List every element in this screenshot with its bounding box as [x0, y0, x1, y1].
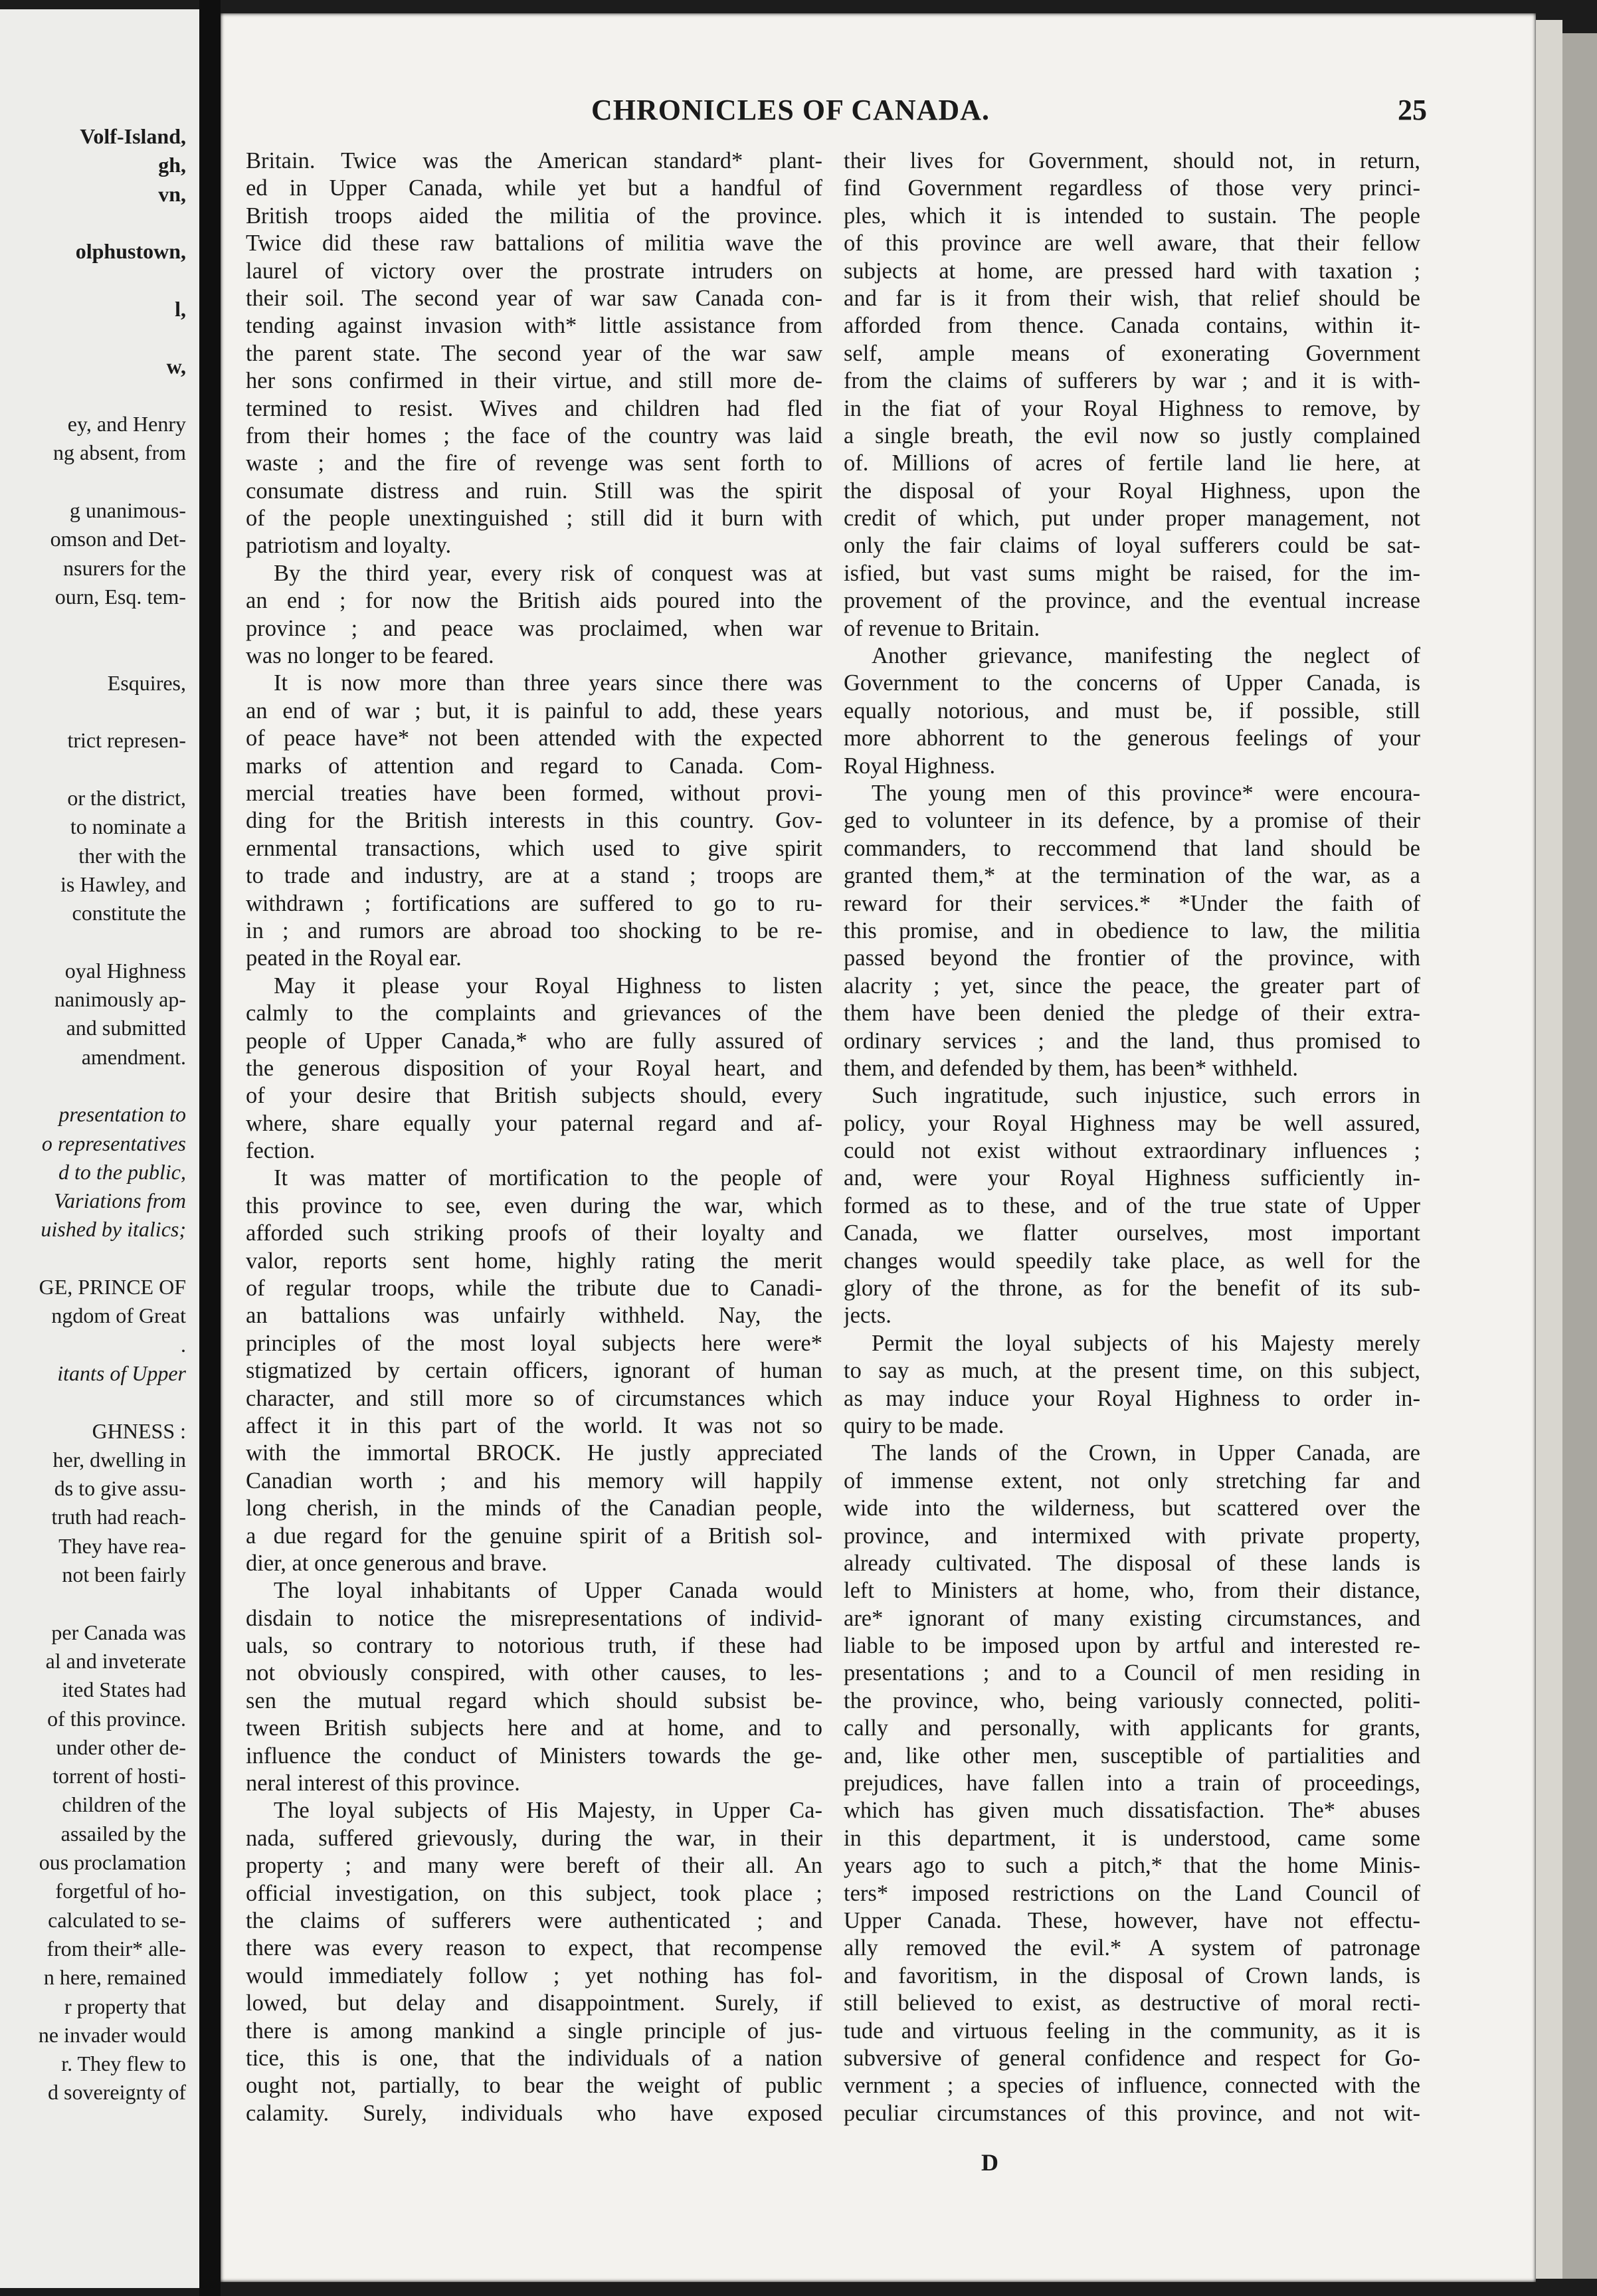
text-line: reward for their services.* *Under the faith of [844, 890, 1420, 916]
text-line: of regular troops, while the tribute due to Canadi- [246, 1276, 822, 1301]
text-line: already cultivated. The disposal of these lands is [844, 1550, 1420, 1576]
text-line: ordinary services ; and the land, thus promised to [844, 1028, 1420, 1054]
text-line: credit of which, put under proper management, not [844, 506, 1420, 531]
text-line: passed beyond the frontier of the province, with [844, 945, 1420, 971]
text-line: afforded such striking proofs of their loyalty and [246, 1220, 822, 1246]
previous-page-line: torrent of hosti- [52, 1764, 186, 1788]
text-line: British troops aided the militia of the province. [246, 203, 822, 229]
text-line: province ; and peace was proclaimed, when war [246, 615, 822, 641]
previous-page-line: g unanimous- [69, 498, 186, 522]
text-line: would immediately follow ; yet nothing has fol- [246, 1962, 822, 1988]
text-line: the parent state. The second year of the war saw [246, 340, 822, 366]
text-line: ally removed the evil.* A system of patronage [844, 1935, 1420, 1961]
text-line: stigmatized by certain officers, ignorant of human [246, 1358, 822, 1384]
text-line: It is now more than three years since there was [274, 670, 822, 696]
text-line: which has given much dissatisfaction. The* abuses [844, 1798, 1420, 1824]
previous-page-line: GE, PRINCE OF [39, 1275, 186, 1299]
previous-page-line: w, [166, 354, 186, 379]
text-line: could not exist without extraordinary influences ; [844, 1138, 1420, 1164]
text-line: calmly to the complaints and grievances of the [246, 1001, 822, 1026]
text-line: quiry to be made. [844, 1412, 1004, 1438]
text-line: their soil. The second year of war saw Canada con- [246, 285, 822, 311]
text-line: dier, at once generous and brave. [246, 1550, 547, 1576]
previous-page-line: children of the [62, 1792, 186, 1817]
text-line: Canada, we flatter ourselves, most important [844, 1220, 1420, 1246]
previous-page-line: constitute the [72, 901, 186, 925]
text-line: influence the conduct of Ministers towards the ge- [246, 1743, 822, 1769]
text-line: in the fiat of your Royal Highness to remove, by [844, 395, 1420, 421]
previous-page-line: uished by italics; [41, 1217, 186, 1242]
previous-page-line: is Hawley, and [60, 872, 186, 896]
text-line: peated in the Royal ear. [246, 945, 462, 971]
previous-page-line: al and inveterate [45, 1648, 186, 1673]
text-line: calamity. Surely, individuals who have exposed [246, 2100, 822, 2126]
previous-page-line: l, [175, 296, 186, 321]
text-line: of this province are well aware, that their fellow [844, 231, 1420, 256]
previous-page-line: Volf-Island, [80, 124, 186, 148]
previous-page-line: r. They flew to [61, 2052, 186, 2076]
previous-page-line: to nominate a [70, 814, 186, 839]
previous-page-line: GHNESS : [92, 1418, 186, 1443]
previous-page-line: ng absent, from [53, 440, 186, 465]
text-line: granted them,* at the termination of the war, as a [844, 863, 1420, 889]
text-line: Such ingratitude, such injustice, such errors in [872, 1083, 1420, 1109]
text-line: and favoritism, in the disposal of Crown lands, is [844, 1962, 1420, 1988]
previous-page-line: from their* alle- [47, 1936, 186, 1961]
previous-page-line: Variations from [54, 1189, 186, 1213]
text-line: Upper Canada. These, however, have not effectu- [844, 1908, 1420, 1933]
text-line: are* ignorant of many existing circumstances, and [844, 1605, 1420, 1631]
text-line: ernmental transactions, which used to give spirit [246, 835, 822, 861]
text-line: prejudices, have fallen into a train of proceedings, [844, 1770, 1420, 1796]
previous-page-line: olphustown, [75, 239, 186, 264]
text-line: as may induce your Royal Highness to order in- [844, 1385, 1420, 1411]
text-line: tween British subjects here and at home, and to [246, 1715, 822, 1741]
text-line: liable to be imposed upon by artful and interested re- [844, 1633, 1420, 1659]
text-line: official investigation, on this subject, took place ; [246, 1880, 822, 1906]
text-line: The young men of this province* were encoura- [872, 780, 1420, 806]
previous-page-line: d to the public, [58, 1159, 186, 1184]
text-line: and far is it from their wish, that relief should be [844, 285, 1420, 311]
text-line: tending against invasion with* little assistance from [246, 313, 822, 339]
previous-page-line: ther with the [78, 843, 186, 868]
text-line: people of Upper Canada,* who are fully assured of [246, 1028, 822, 1054]
previous-page-line: gh, [158, 153, 186, 177]
previous-page-line: ourn, Esq. tem- [54, 584, 186, 609]
text-line: with the immortal BROCK. He justly appreciated [246, 1440, 822, 1466]
previous-page-line: . [181, 1332, 186, 1357]
previous-page-line: assailed by the [60, 1821, 186, 1846]
text-line: province, and intermixed with private property, [844, 1523, 1420, 1549]
previous-page-line: of this province. [47, 1706, 186, 1731]
text-line: there was every reason to expect, that recompense [246, 1935, 822, 1961]
text-line: left to Ministers at home, who, from their distance, [844, 1578, 1420, 1604]
text-line: Twice did these raw battalions of militia wave the [246, 231, 822, 256]
text-line: Canadian worth ; and his memory will happily [246, 1468, 822, 1493]
text-line: mercial treaties have been formed, without provi- [246, 780, 822, 806]
text-line: of your desire that British subjects should, every [246, 1083, 822, 1109]
text-line: an end ; for now the British aids poured into the [246, 588, 822, 614]
text-line: ed in Upper Canada, while yet but a handful of [246, 175, 822, 201]
text-line: an end of war ; but, it is painful to add, these years [246, 698, 822, 723]
text-line: vernment ; a species of influence, connected with the [844, 2073, 1420, 2099]
text-line: uals, so contrary to notorious truth, if these had [246, 1633, 822, 1659]
previous-page-line: presentation to [58, 1102, 186, 1127]
text-line: there is among mankind a single principle of jus- [246, 2018, 822, 2044]
text-line: patriotism and loyalty. [246, 533, 452, 559]
text-line: The lands of the Crown, in Upper Canada, are [872, 1440, 1420, 1466]
previous-page-line: amendment. [81, 1044, 186, 1069]
previous-page-line: per Canada was [51, 1620, 186, 1644]
text-line: subversive of general confidence and respect for Go- [844, 2045, 1420, 2071]
previous-page-line: ous proclamation [39, 1850, 186, 1874]
text-line: isfied, but vast sums might be raised, for the im- [844, 560, 1420, 586]
text-line: character, and still more so of circumstances which [246, 1385, 822, 1411]
text-line: tude and virtuous feeling in the community, as it is [844, 2018, 1420, 2044]
text-line: valor, reports sent home, highly rating the merit [246, 1248, 822, 1274]
text-line: to trade and industry, are at a stand ; troops are [246, 863, 822, 889]
text-line: an battalions was unfairly withheld. Nay, the [246, 1303, 822, 1329]
text-line: disdain to notice the misrepresentations of individ- [246, 1605, 822, 1631]
text-line: equally notorious, and must be, if possible, still [844, 698, 1420, 723]
text-line: of the people unextinguished ; still did it burn with [246, 506, 822, 531]
text-line: Royal Highness. [844, 753, 996, 779]
text-line: them, and defended by them, has been* withheld. [844, 1055, 1299, 1081]
text-line: It was matter of mortification to the people of [274, 1165, 822, 1191]
text-line: alacrity ; yet, since the peace, the greater part of [844, 973, 1420, 999]
text-line: policy, your Royal Highness may be well assured, [844, 1110, 1420, 1136]
text-line: commanders, to reccommend that land should be [844, 835, 1420, 861]
previous-page-line: ds to give assu- [54, 1476, 186, 1501]
page-number: 25 [1398, 94, 1427, 126]
text-line: Another grievance, manifesting the neglect of [872, 643, 1420, 669]
previous-page-line: truth had reach- [51, 1505, 186, 1529]
text-line: property ; and many were bereft of their all. An [246, 1853, 822, 1879]
previous-page-line: Esquires, [107, 670, 186, 695]
text-line: tice, this is one, that the individuals of a nation [246, 2045, 822, 2071]
previous-page-line: ne invader would [38, 2022, 186, 2047]
text-line: The loyal inhabitants of Upper Canada would [274, 1578, 822, 1604]
text-line: long cherish, in the minds of the Canadian people, [246, 1495, 822, 1521]
text-line: the province, who, being variously connected, politi- [844, 1687, 1420, 1713]
text-line: marks of attention and regard to Canada. Com- [246, 753, 822, 779]
text-line: their lives for Government, should not, in return, [844, 148, 1420, 173]
text-line: the disposal of your Royal Highness, upon the [844, 478, 1420, 504]
text-line: peculiar circumstances of this province, and not wit- [844, 2100, 1420, 2126]
text-line: find Government regardless of those very princi- [844, 175, 1420, 201]
previous-page-line: and submitted [66, 1016, 186, 1040]
text-line: in ; and rumors are abroad too shocking to be re- [246, 917, 822, 943]
text-line: ought not, partially, to bear the weight of public [246, 2073, 822, 2099]
text-line: changes would speedily take place, as well for the [844, 1248, 1420, 1274]
running-title: CHRONICLES OF CANADA. [591, 94, 990, 126]
previous-page-line: vn, [158, 181, 186, 206]
text-line: glory of the throne, as for the benefit of its sub- [844, 1276, 1420, 1301]
text-line: and, were your Royal Highness sufficiently in- [844, 1165, 1420, 1191]
text-line: still believed to exist, as destructive of moral recti- [844, 1990, 1420, 2016]
text-line: from their homes ; the face of the country was laid [246, 423, 822, 448]
text-line: Permit the loyal subjects of his Majesty merely [872, 1330, 1420, 1356]
right-text-column [844, 147, 1420, 2127]
text-line: afforded from thence. Canada contains, within it- [844, 313, 1420, 339]
text-line: of revenue to Britain. [844, 615, 1040, 641]
text-line: self, ample means of exonerating Government [844, 340, 1420, 366]
text-line: cally and personally, with applicants for grants, [844, 1715, 1420, 1741]
page-edge-shadow [1562, 33, 1597, 2279]
previous-page-line: ngdom of Great [51, 1303, 186, 1328]
previous-page-line: itants of Upper [57, 1361, 186, 1385]
text-line: subjects at home, are pressed hard with taxation ; [844, 258, 1420, 284]
text-line: principles of the most loyal subjects here were* [246, 1330, 822, 1356]
text-line: not obviously conspired, with other causes, to les- [246, 1660, 822, 1686]
previous-page-line: r property that [64, 1994, 186, 2018]
text-line: nada, suffered grievously, during the war, in their [246, 1825, 822, 1851]
text-line: and, like other men, susceptible of partialities and [844, 1743, 1420, 1769]
signature-mark: D [981, 2149, 998, 2176]
left-text-column [246, 147, 822, 2127]
text-line: termined to resist. Wives and children had fled [246, 395, 822, 421]
text-line: this province to see, even during the war, which [246, 1193, 822, 1218]
text-line: The loyal subjects of His Majesty, in Upper Ca- [274, 1798, 822, 1824]
text-line: where, share equally your paternal regard and af- [246, 1110, 822, 1136]
text-line: laurel of victory over the prostrate intruders on [246, 258, 822, 284]
text-line: to say as much, at the present time, on this subject, [844, 1358, 1420, 1384]
text-line: was no longer to be feared. [246, 643, 494, 669]
text-line: waste ; and the fire of revenge was sent forth to [246, 450, 822, 476]
text-line: ples, which it is intended to sustain. The people [844, 203, 1420, 229]
previous-page-fragment [0, 9, 199, 2288]
text-line: Government to the concerns of Upper Canada, is [844, 670, 1420, 696]
text-line: them have been denied the pledge of their extra- [844, 1001, 1420, 1026]
text-line: formed as to these, and of the true state of Upper [844, 1193, 1420, 1218]
text-line: of immense extent, not only stretching far and [844, 1468, 1420, 1493]
text-line: affect it in this part of the world. It was not so [246, 1412, 822, 1438]
text-line: the claims of sufferers were authenticated ; and [246, 1908, 822, 1933]
text-line: a single breath, the evil now so justly complained [844, 423, 1420, 448]
previous-page-line: They have rea- [58, 1533, 186, 1558]
text-line: ding for the British interests in this country. Gov- [246, 808, 822, 834]
text-line: lowed, but delay and disappointment. Surely, if [246, 1990, 822, 2016]
previous-page-line: omson and Det- [50, 527, 186, 551]
previous-page-line: ited States had [62, 1677, 186, 1702]
text-line: wide into the wilderness, but scattered over the [844, 1495, 1420, 1521]
text-line: sen the mutual regard which should subsist be- [246, 1687, 822, 1713]
text-line: ged to volunteer in its defence, by a promise of their [844, 808, 1420, 834]
text-line: only the fair claims of loyal sufferers could be sat- [844, 533, 1420, 559]
text-line: years ago to such a pitch,* that the home Minis- [844, 1853, 1420, 1879]
page-edge [1536, 20, 1562, 2279]
previous-page-line: her, dwelling in [52, 1447, 186, 1472]
text-line: of. Millions of acres of fertile land lie here, at [844, 450, 1420, 476]
text-line: ters* imposed restrictions on the Land Council of [844, 1880, 1420, 1906]
text-line: neral interest of this province. [246, 1770, 520, 1796]
text-line: provement of the province, and the eventual increase [844, 588, 1420, 614]
text-line: more abhorrent to the generous feelings of your [844, 725, 1420, 751]
text-line: withdrawn ; fortifications are suffered to go to ru- [246, 890, 822, 916]
text-line: fection. [246, 1138, 316, 1164]
previous-page-line: d sovereignty of [48, 2080, 186, 2105]
text-line: from the claims of sufferers by war ; and it is with- [844, 368, 1420, 394]
previous-page-line: n here, remained [43, 1965, 186, 1990]
text-line: her sons confirmed in their virtue, and still more de- [246, 368, 822, 394]
text-line: a due regard for the genuine spirit of a British sol- [246, 1523, 822, 1549]
text-line: this promise, and in obedience to law, the militia [844, 917, 1420, 943]
text-line: of peace have* not been attended with the expected [246, 725, 822, 751]
previous-page-line: not been fairly [62, 1563, 186, 1586]
previous-page-line: oyal Highness [64, 958, 186, 983]
previous-page-line: nanimously ap- [54, 987, 186, 1011]
text-line: Britain. Twice was the American standard* plant- [246, 148, 822, 173]
previous-page-line: ey, and Henry [67, 412, 186, 436]
previous-page-line: trict represen- [67, 728, 186, 753]
previous-page-line: or the district, [67, 785, 186, 810]
text-line: consumate distress and ruin. Still was the spirit [246, 478, 822, 504]
previous-page-line: forgetful of ho- [55, 1879, 186, 1903]
previous-page-line: calculated to se- [48, 1907, 186, 1932]
book-gutter [199, 0, 221, 2296]
previous-page-line: nsurers for the [63, 555, 186, 580]
previous-page-line: o representatives [41, 1131, 186, 1155]
text-line: in this department, it is understood, came some [844, 1825, 1420, 1851]
text-line: By the third year, every risk of conquest was at [274, 560, 822, 586]
text-line: May it please your Royal Highness to listen [274, 973, 822, 999]
text-line: jects. [844, 1303, 892, 1329]
text-line: the generous disposition of your Royal heart, and [246, 1055, 822, 1081]
previous-page-line: under other de- [56, 1735, 186, 1759]
text-line: presentations ; and to a Council of men residing in [844, 1660, 1420, 1686]
